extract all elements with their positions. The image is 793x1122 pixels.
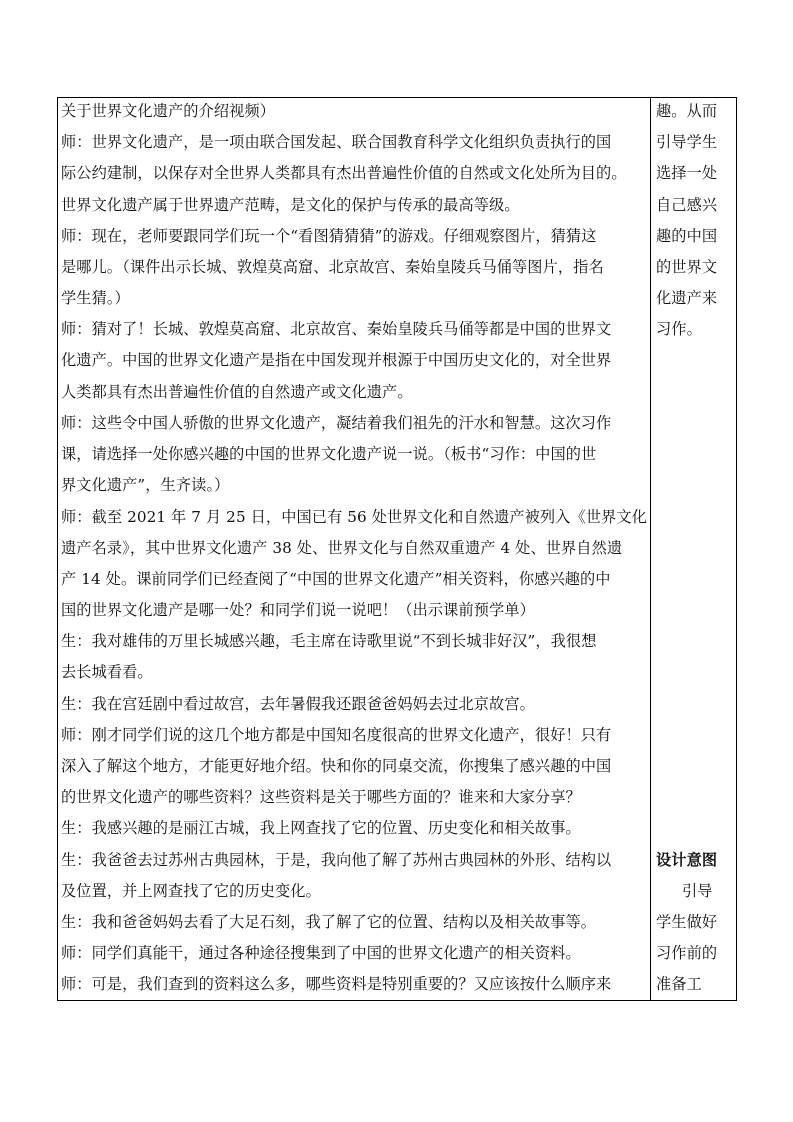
- main-line: 人类都具有杰出普遍性价值的自然遗产或文化遗产。: [61, 383, 413, 401]
- main-line: 师：可是，我们查到的资料这么多，哪些资料是特别重要的？又应该按什么顺序来: [61, 975, 612, 993]
- main-line: 课，请选择一处你感兴趣的中国的世界文化遗产说一说。（板书“习作：中国的世: [61, 445, 597, 463]
- side-line: 学生做好: [656, 913, 718, 931]
- main-line: 国的世界文化遗产是哪一处？和同学们说一说吧！（出示课前预学单）: [61, 601, 535, 619]
- main-line: 深入了解这个地方，才能更好地介绍。快和你的同桌交流，你搜集了感兴趣的中国: [61, 757, 612, 775]
- main-line: 师：截至 2021 年 7 月 25 日，中国已有 56 处世界文化和自然遗产被列入《世界文化: [61, 508, 647, 526]
- side-line: 习作前的: [656, 944, 718, 962]
- side-line: 准备工: [656, 975, 702, 993]
- main-line: 学生猜。）: [61, 289, 130, 307]
- main-line: 遗产名录》，其中世界文化遗产 38 处、世界文化与自然双重遗产 4 处、世界自然遗: [61, 539, 623, 557]
- main-line: 际公约建制，以保存对全世界人类都具有杰出普遍性价值的自然或文化处所为目的。: [61, 164, 627, 182]
- side-line: 引导学生: [656, 133, 718, 151]
- side-line: 自己感兴: [656, 196, 718, 214]
- main-line: 及位置，并上网查找了它的历史变化。: [61, 882, 321, 900]
- main-line: 是哪儿。（课件出示长城、敦煌莫高窟、北京故宫、秦始皇陵兵马俑等图片，指名: [61, 258, 604, 276]
- main-line: 师：这些令中国人骄傲的世界文化遗产，凝结着我们祖先的汗水和智慧。这次习作: [61, 414, 612, 432]
- main-line: 师：刚才同学们说的这几个地方都是中国知名度很高的世界文化遗产，很好！只有: [61, 726, 612, 744]
- main-line: 的世界文化遗产的哪些资料？这些资料是关于哪些方面的？谁来和大家分享？: [61, 788, 581, 806]
- lesson-table: [57, 97, 737, 1001]
- main-line: 生：我爸爸去过苏州古典园林，于是，我向他了解了苏州古典园林的外形、结构以: [61, 851, 612, 869]
- main-line: 化遗产。中国的世界文化遗产是指在中国发现并根源于中国历史文化的，对全世界: [61, 351, 612, 369]
- side-line: 趣。从而: [656, 102, 718, 120]
- design-intent-heading: 设计意图: [656, 851, 718, 869]
- teaching-process-cell: [58, 98, 651, 1000]
- main-line: 生：我和爸爸妈妈去看了大足石刻，我了解了它的位置、结构以及相关故事等。: [61, 913, 597, 931]
- main-line: 生：我对雄伟的万里长城感兴趣，毛主席在诗歌里说“不到长城非好汉”，我很想: [61, 632, 597, 650]
- main-line: 产 14 处。课前同学们已经查阅了“中国的世界文化遗产”相关资料，你感兴趣的中: [61, 570, 611, 588]
- main-line: 界文化遗产”，生齐读。）: [61, 476, 230, 494]
- main-line: 世界文化遗产属于世界遗产范畴，是文化的保护与传承的最高等级。: [61, 196, 520, 214]
- side-line: 化遗产来: [656, 289, 718, 307]
- side-line: 习作。: [656, 320, 702, 338]
- main-line: 生：我在宫廷剧中看过故宫，去年暑假我还跟爸爸妈妈去过北京故宫。: [61, 695, 535, 713]
- main-line: 关于世界文化遗产的介绍视频）: [61, 102, 276, 120]
- main-line: 生：我感兴趣的是丽江古城，我上网查找了它的位置、历史变化和相关故事。: [61, 819, 581, 837]
- main-line: 师：猜对了！长城、敦煌莫高窟、北京故宫、秦始皇陵兵马俑等都是中国的世界文: [61, 320, 612, 338]
- main-line: 师：世界文化遗产，是一项由联合国发起、联合国教育科学文化组织负责执行的国: [61, 133, 612, 151]
- side-line: 引导: [682, 882, 713, 900]
- design-intent-cell: [651, 98, 736, 1000]
- main-line: 师：现在，老师要跟同学们玩一个“看图猜猜猜”的游戏。仔细观察图片，猜猜这: [61, 227, 597, 245]
- main-line: 去长城看看。: [61, 663, 153, 681]
- side-line: 选择一处: [656, 164, 718, 182]
- main-line: 师：同学们真能干，通过各种途径搜集到了中国的世界文化遗产的相关资料。: [61, 944, 581, 962]
- side-line: 的世界文: [656, 258, 718, 276]
- side-line: 趣的中国: [656, 227, 718, 245]
